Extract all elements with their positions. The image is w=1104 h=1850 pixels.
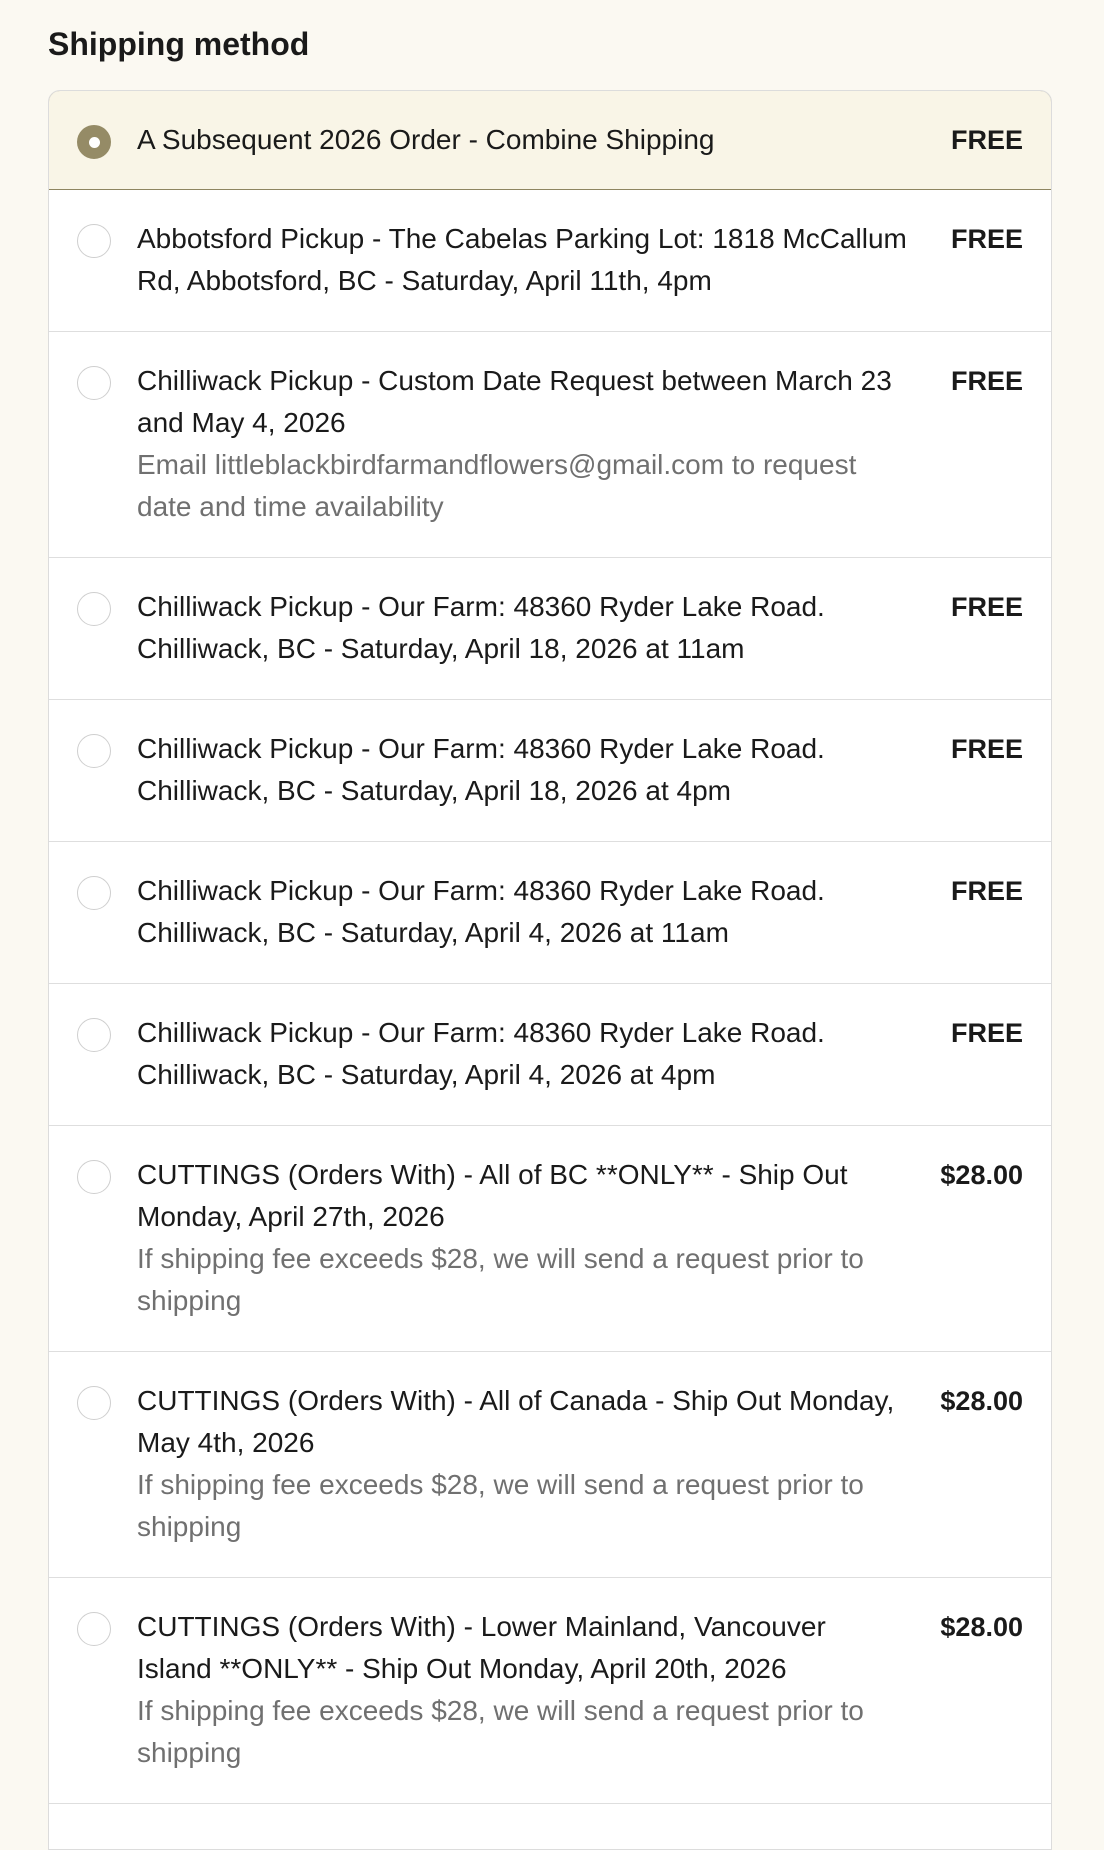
radio-icon[interactable] (77, 1386, 111, 1420)
option-description: If shipping fee exceeds $28, we will send a request prior to shipping (137, 1695, 864, 1768)
section-title: Shipping method (48, 26, 310, 62)
option-label: A Subsequent 2026 Order - Combine Shipping (137, 124, 715, 155)
option-price: FREE (950, 224, 1023, 254)
option-description: If shipping fee exceeds $28, we will send a request prior to shipping (137, 1469, 864, 1542)
shipping-option[interactable] (49, 332, 1051, 558)
option-price: FREE (950, 1018, 1023, 1048)
option-label: Chilliwack Pickup - Our Farm: 48360 Ryder Lake Road. Chilliwack, BC - Saturday, April 4, 2026 at 11am (137, 875, 825, 948)
option-description: If shipping fee exceeds $28, we will send a request prior to shipping (137, 1243, 864, 1316)
option-label: Chilliwack Pickup - Our Farm: 48360 Ryder Lake Road. Chilliwack, BC - Saturday, April 18, 2026 at 4pm (137, 733, 825, 806)
option-label: CUTTINGS (Orders With) - All of Canada - Ship Out Monday, May 4th, 2026 (137, 1385, 895, 1458)
shipping-option[interactable] (49, 1578, 1051, 1804)
option-price: FREE (950, 366, 1023, 396)
radio-icon[interactable] (77, 224, 111, 258)
radio-checked-icon[interactable] (77, 125, 111, 159)
option-price: FREE (950, 592, 1023, 622)
shipping-option[interactable] (49, 842, 1051, 984)
option-price: $28.00 (940, 1160, 1023, 1190)
radio-icon[interactable] (77, 734, 111, 768)
option-price: $28.00 (940, 1612, 1023, 1642)
option-label: CUTTINGS (Orders With) - All of BC **ONLY** - Ship Out Monday, April 27th, 2026 (137, 1159, 848, 1232)
radio-icon[interactable] (77, 876, 111, 910)
radio-icon[interactable] (77, 1612, 111, 1646)
shipping-option[interactable] (49, 984, 1051, 1126)
radio-icon[interactable] (77, 1160, 111, 1194)
option-label: Chilliwack Pickup - Our Farm: 48360 Ryder Lake Road. Chilliwack, BC - Saturday, April 4, 2026 at 4pm (137, 1017, 825, 1090)
radio-icon[interactable] (77, 366, 111, 400)
radio-icon[interactable] (77, 1018, 111, 1052)
shipping-option[interactable] (49, 190, 1051, 332)
option-label: Abbotsford Pickup - The Cabelas Parking Lot: 1818 McCallum Rd, Abbotsford, BC - Saturday, April 11th, 4pm (137, 223, 907, 296)
shipping-option[interactable] (49, 558, 1051, 700)
shipping-option[interactable] (49, 1126, 1051, 1352)
option-description: Email littleblackbirdfarmandflowers@gmail.com to request date and time availability (137, 449, 857, 522)
option-label: Chilliwack Pickup - Our Farm: 48360 Ryder Lake Road. Chilliwack, BC - Saturday, April 18, 2026 at 11am (137, 591, 825, 664)
option-price: FREE (950, 125, 1023, 155)
radio-icon[interactable] (77, 592, 111, 626)
option-price: FREE (950, 734, 1023, 764)
option-price: $28.00 (940, 1386, 1023, 1416)
shipping-option[interactable] (48, 90, 1052, 190)
option-label: CUTTINGS (Orders With) - Lower Mainland, Vancouver Island **ONLY** - Ship Out Monday, April 20th, 2026 (137, 1611, 826, 1684)
shipping-option[interactable] (49, 700, 1051, 842)
shipping-options-list (48, 90, 1052, 1850)
option-label: Chilliwack Pickup - Custom Date Request between March 23 and May 4, 2026 (137, 365, 892, 438)
shipping-option[interactable] (49, 1352, 1051, 1578)
shipping-option[interactable] (49, 1804, 1051, 1850)
option-price: FREE (950, 876, 1023, 906)
